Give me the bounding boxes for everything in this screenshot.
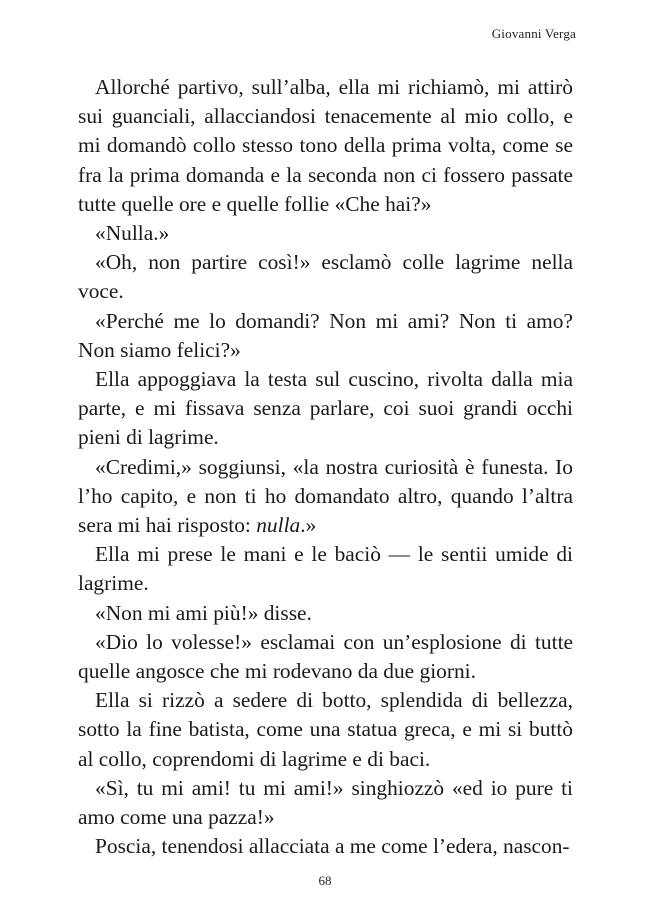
paragraph: Ella si rizzò a sedere di botto, splendida di bellezza, sotto la fine batista, come una statua greca, e mi si buttò al collo, coprendomi di lagrime e di baci. bbox=[78, 688, 573, 771]
paragraph: «Non mi ami più!» disse. bbox=[95, 600, 312, 625]
paragraph-text: .» bbox=[300, 513, 317, 538]
paragraph: Ella appoggiava la testa sul cuscino, rivolta dalla mia parte, e mi fissava senza parlare, coi suoi grandi occhi pieni di lagrime. bbox=[78, 367, 573, 450]
paragraph bbox=[78, 453, 573, 541]
paragraph: Allorché partivo, sull’alba, ella mi richiamò, mi attirò sui guanciali, allacciandosi tenacemente al mio collo, e mi domandò collo stesso tono della prima volta, come se fra la prima domanda e la seconda non ci fossero passate tutte quelle ore e quelle follie «Che hai?» bbox=[78, 75, 573, 216]
running-head: Giovanni Verga bbox=[491, 26, 576, 41]
paragraph-text: «Credimi,» soggiunsi, «la nostra curiosità è funesta. Io l’ho capito, e non ti ho domandato altro, quando l’altra sera mi hai risposto: bbox=[78, 454, 573, 538]
body-text bbox=[78, 73, 573, 861]
paragraph: «Perché me lo domandi? Non mi ami? Non ti amo? Non siamo felici?» bbox=[78, 308, 573, 362]
paragraph: «Nulla.» bbox=[95, 221, 170, 246]
page-number: 68 bbox=[318, 873, 332, 888]
paragraph: «Sì, tu mi ami! tu mi ami!» singhiozzò «ed io pure ti amo come una pazza!» bbox=[78, 775, 573, 830]
italic-word: nulla bbox=[256, 513, 301, 538]
paragraph: «Oh, non partire così!» esclamò colle lagrime nella voce. bbox=[78, 250, 573, 304]
paragraph: Ella mi prese le mani e le baciò — le sentii umide di lagrime. bbox=[78, 542, 573, 596]
paragraph: Poscia, tenendosi allacciata a me come l’edera, nascon- bbox=[95, 834, 570, 859]
paragraph: «Dio lo volesse!» esclamai con un’esplosione di tutte quelle angosce che mi rodevano da due giorni. bbox=[78, 629, 573, 684]
